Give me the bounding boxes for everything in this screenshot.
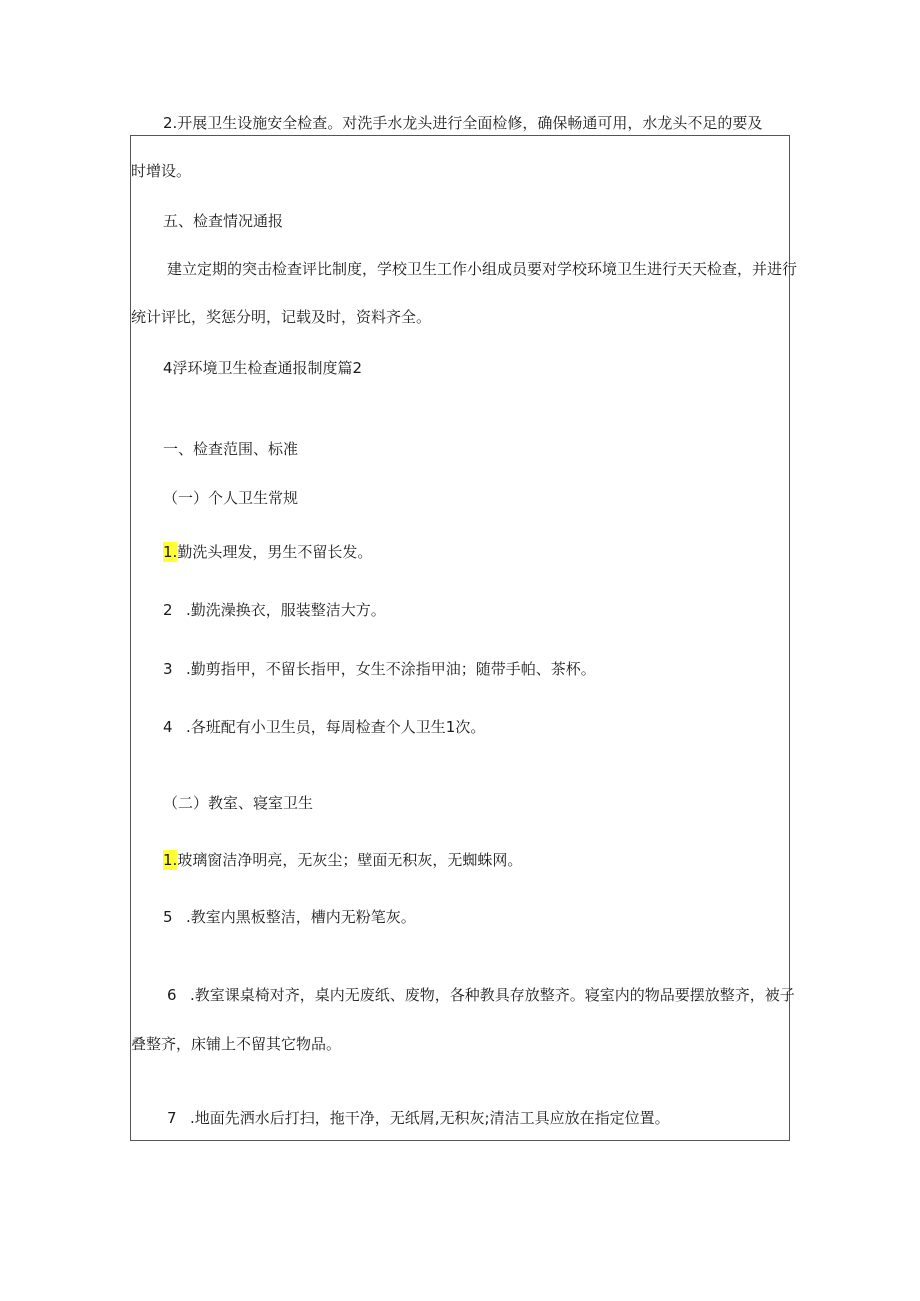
subsection-heading-classroom: （二）教室、寝室卫生 xyxy=(163,794,314,812)
list-item-classroom-1: 1.玻璃窗洁净明亮，无灰尘；壁面无积灰，无蜘蛛网。 xyxy=(163,851,523,869)
list-number-highlighted: 1. xyxy=(163,543,178,561)
section-heading-report: 五、检查情况通报 xyxy=(163,212,284,230)
document-subtitle: 4浮环境卫生检查通报制度篇2 xyxy=(163,359,363,377)
paragraph-inspection-system-cont: 统计评比，奖惩分明，记载及时，资料齐全。 xyxy=(131,308,432,326)
list-number-highlighted: 1. xyxy=(163,851,178,869)
paragraph-facility-inspection-cont: 时增设。 xyxy=(131,162,192,180)
paragraph-inspection-system: 建立定期的突击检查评比制度，学校卫生工作小组成员要对学校环境卫生进行天天检查，并进行 xyxy=(167,260,798,278)
list-item-classroom-7: 7 .地面先洒水后打扫，拖干净，无纸屑,无积灰;清洁工具应放在指定位置。 xyxy=(167,1109,670,1127)
list-item-personal-1: 1.勤洗头理发，男生不留长发。 xyxy=(163,543,373,561)
subsection-heading-personal: （一）个人卫生常规 xyxy=(163,489,299,507)
paragraph-facility-inspection: 2.开展卫生设施安全检查。对洗手水龙头进行全面检修，确保畅通可用，水龙头不足的要及 xyxy=(163,114,763,132)
list-item-personal-2: 2 .勤洗澡换衣，服装整洁大方。 xyxy=(163,601,386,619)
list-item-personal-3: 3 .勤剪指甲，不留长指甲，女生不涂指甲油；随带手帕、茶杯。 xyxy=(163,660,596,678)
list-item-classroom-5: 5 .教室内黑板整洁，槽内无粉笔灰。 xyxy=(163,908,416,926)
list-item-classroom-6-cont: 叠整齐，床铺上不留其它物品。 xyxy=(131,1035,342,1053)
list-item-personal-4: 4 .各班配有小卫生员，每周检查个人卫生1次。 xyxy=(163,718,486,736)
section-heading-scope: 一、检查范围、标准 xyxy=(163,440,299,458)
list-item-classroom-6: 6 .教室课桌椅对齐，桌内无废纸、废物，各种教具存放整齐。寝室内的物品要摆放整齐，被子 xyxy=(167,986,795,1004)
